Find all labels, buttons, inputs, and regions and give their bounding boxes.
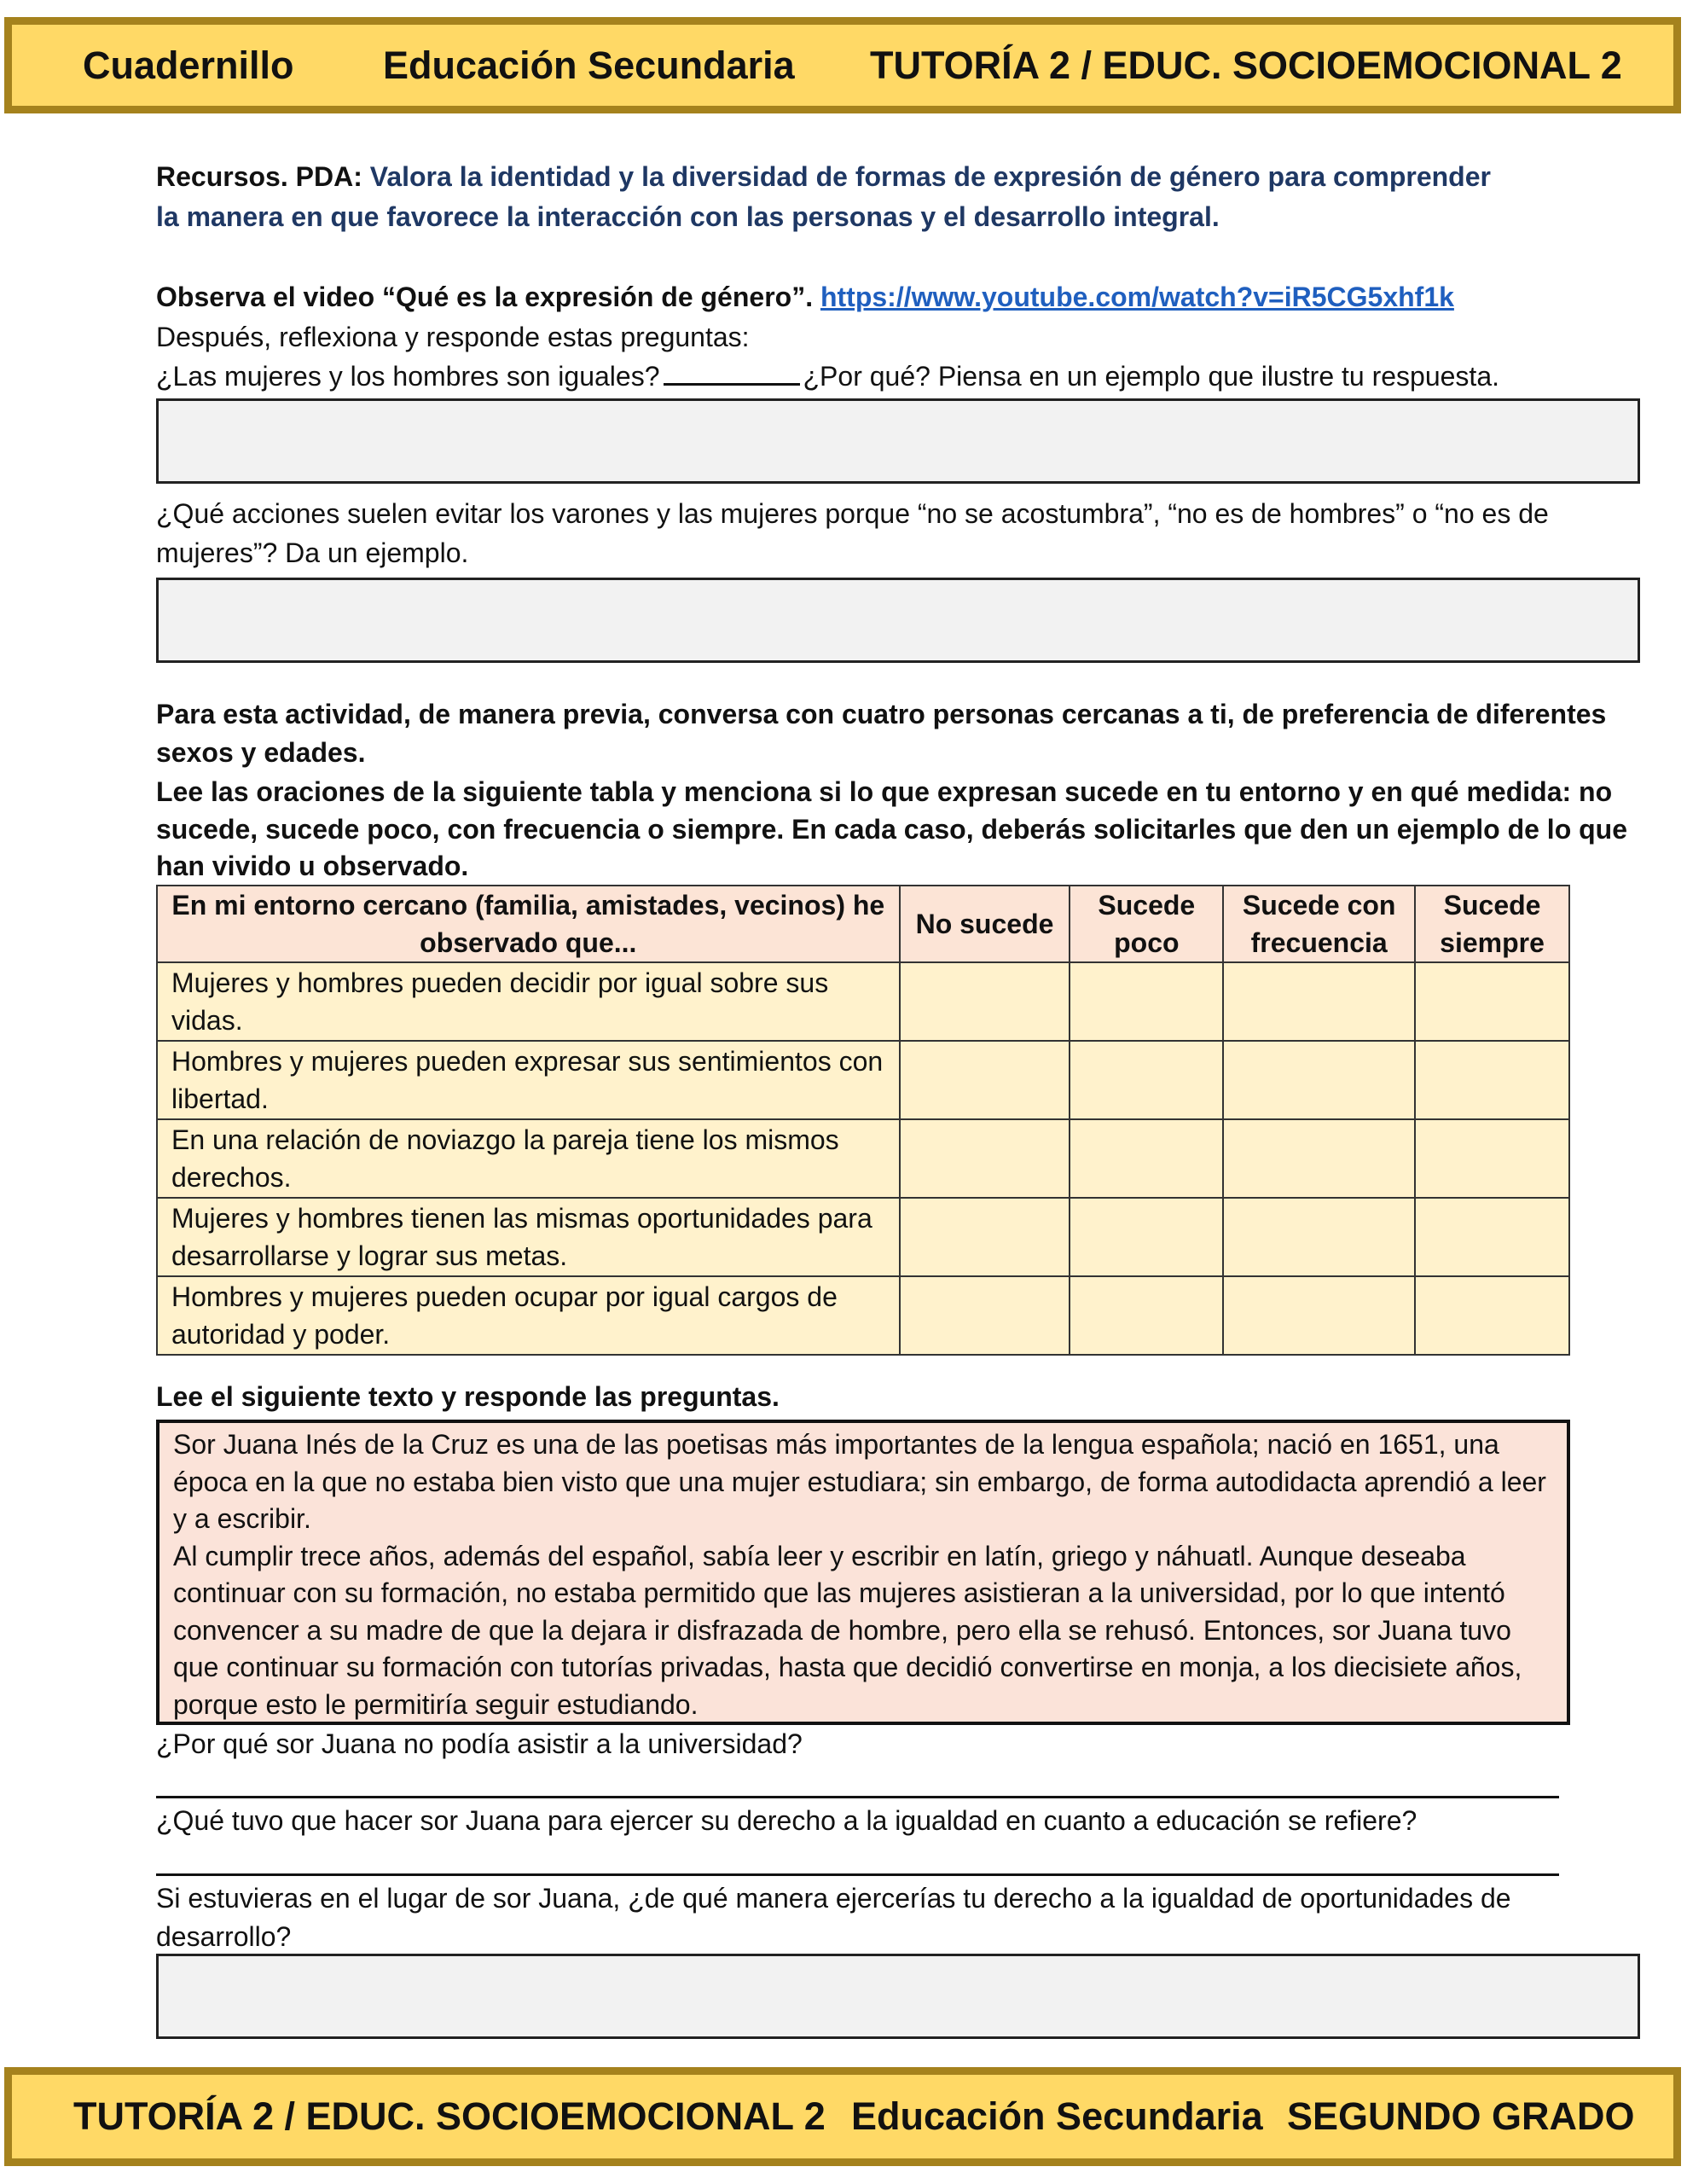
table-row — [157, 1041, 1569, 1119]
reading-paragraph-2: Al cumplir trece años, además del español, sabía leer y escribir en latín, griego y náhuatl. Aunque deseaba continuar con su formación, no estaba permitido que las mujeres asistieran a la universidad, por lo que intentó convencer a su madre de que la dejara ir disfrazada de hombre, pero ella se rehusó. Entonces, sor Juana tuvo que continuar su formación con tutorías privadas, hasta que decidió convertirse en monja, a los diecisiete años, porque esto le permitiría seguir estudiando. — [173, 1540, 1522, 1720]
header-statement: En mi entorno cercano (familia, amistades, vecinos) he observado que... — [157, 886, 900, 962]
footer-level: Educación Secundaria — [851, 2094, 1263, 2138]
video-line — [156, 278, 1454, 316]
question-5-line-2: desarrollo? — [156, 1921, 292, 1952]
row-statement: Hombres y mujeres pueden ocupar por igual cargos de autoridad y poder. — [157, 1276, 900, 1355]
video-instruction: Observa el video “Qué es la expresión de género”. — [156, 282, 814, 312]
reading-paragraph-1: Sor Juana Inés de la Cruz es una de las poetisas más importantes de la lengua española; nació en 1651, una época en la que no estaba bien visto que una mujer estudiara; sin embargo, de forma autodidacta aprendió a leer y a escribir. — [173, 1429, 1546, 1534]
cell-sucede-poco[interactable] — [1070, 962, 1223, 1041]
answer-box-5[interactable] — [156, 1954, 1640, 2039]
header-band — [4, 17, 1681, 113]
header-sucede-poco: Sucede poco — [1070, 886, 1223, 962]
reading-instruction: Lee el siguiente texto y responde las preguntas. — [156, 1381, 780, 1412]
cell-sucede-poco[interactable] — [1070, 1198, 1223, 1276]
cell-no-sucede[interactable] — [900, 1119, 1070, 1198]
cell-sucede-siempre[interactable] — [1415, 1198, 1569, 1276]
cell-no-sucede[interactable] — [900, 1041, 1070, 1119]
question-2-line-1: ¿Qué acciones suelen evitar los varones y las mujeres porque “no se acostumbra”, “no es de hombres” o “no es de — [156, 498, 1549, 529]
answer-line-4[interactable] — [156, 1873, 1559, 1876]
pda-text-1: Valora la identidad y la diversidad de formas de expresión de género para comprender — [369, 161, 1491, 192]
cell-sucede-siempre[interactable] — [1415, 1276, 1569, 1355]
table-row — [157, 962, 1569, 1041]
question-1-text: ¿Las mujeres y los hombres son iguales? — [156, 361, 660, 392]
header-subject: TUTORÍA 2 / EDUC. SOCIOEMOCIONAL 2 — [870, 43, 1622, 87]
cell-sucede-frecuencia[interactable] — [1223, 1198, 1415, 1276]
cell-sucede-poco[interactable] — [1070, 1119, 1223, 1198]
reflect-instruction: Después, reflexiona y responde estas preguntas: — [156, 322, 750, 352]
row-statement: Mujeres y hombres tienen las mismas oportunidades para desarrollarse y lograr sus metas. — [157, 1198, 900, 1276]
question-4: ¿Qué tuvo que hacer sor Juana para ejercer su derecho a la igualdad en cuanto a educación se refiere? — [156, 1805, 1417, 1836]
question-5-line-1: Si estuvieras en el lugar de sor Juana, ¿de qué manera ejercerías tu derecho a la igualdad de oportunidades de — [156, 1883, 1511, 1914]
activity-line-2: sexos y edades. — [156, 737, 366, 768]
footer-grade: SEGUNDO GRADO — [1287, 2094, 1635, 2138]
cell-sucede-frecuencia[interactable] — [1223, 1119, 1415, 1198]
answer-box-2[interactable] — [156, 578, 1640, 663]
table-row — [157, 1276, 1569, 1355]
cell-sucede-frecuencia[interactable] — [1223, 1276, 1415, 1355]
header-sucede-siempre: Sucede siempre — [1415, 886, 1569, 962]
row-statement: En una relación de noviazgo la pareja tiene los mismos derechos. — [157, 1119, 900, 1198]
cell-sucede-poco[interactable] — [1070, 1276, 1223, 1355]
pda-text-2: la manera en que favorece la interacción con las personas y el desarrollo integral. — [156, 201, 1220, 232]
survey-table — [156, 885, 1570, 1356]
resources-label: Recursos. PDA: — [156, 161, 362, 192]
header-level: Educación Secundaria — [383, 43, 795, 87]
question-1 — [156, 357, 1499, 395]
reading-box — [156, 1420, 1570, 1725]
table-row — [157, 1119, 1569, 1198]
activity-line-3: Lee las oraciones de la siguiente tabla y menciona si lo que expresan sucede en tu entorno y en qué medida: no — [156, 776, 1613, 807]
table-header-row — [157, 886, 1569, 962]
answer-box-1[interactable] — [156, 398, 1640, 484]
header-sucede-frecuencia: Sucede con frecuencia — [1223, 886, 1415, 962]
question-1-blank[interactable] — [664, 357, 800, 386]
question-2-line-2: mujeres”? Da un ejemplo. — [156, 537, 469, 568]
answer-line-3[interactable] — [156, 1796, 1559, 1798]
cell-no-sucede[interactable] — [900, 1276, 1070, 1355]
question-3: ¿Por qué sor Juana no podía asistir a la universidad? — [156, 1728, 803, 1759]
row-statement: Hombres y mujeres pueden expresar sus sentimientos con libertad. — [157, 1041, 900, 1119]
resources-line-1 — [156, 158, 1491, 195]
activity-line-1: Para esta actividad, de manera previa, conversa con cuatro personas cercanas a ti, de preferencia de diferentes — [156, 699, 1607, 729]
table-row — [157, 1198, 1569, 1276]
cell-no-sucede[interactable] — [900, 1198, 1070, 1276]
video-link[interactable]: https://www.youtube.com/watch?v=iR5CG5xhf1k — [820, 282, 1454, 312]
header-cuadernillo: Cuadernillo — [83, 43, 294, 87]
row-statement: Mujeres y hombres pueden decidir por igual sobre sus vidas. — [157, 962, 900, 1041]
cell-sucede-poco[interactable] — [1070, 1041, 1223, 1119]
footer-subject: TUTORÍA 2 / EDUC. SOCIOEMOCIONAL 2 — [73, 2094, 826, 2138]
cell-sucede-siempre[interactable] — [1415, 1041, 1569, 1119]
cell-sucede-siempre[interactable] — [1415, 1119, 1569, 1198]
cell-sucede-frecuencia[interactable] — [1223, 1041, 1415, 1119]
cell-sucede-siempre[interactable] — [1415, 962, 1569, 1041]
cell-no-sucede[interactable] — [900, 962, 1070, 1041]
activity-line-5: han vivido u observado. — [156, 851, 469, 881]
cell-sucede-frecuencia[interactable] — [1223, 962, 1415, 1041]
footer-band — [4, 2067, 1681, 2166]
header-no-sucede: No sucede — [900, 886, 1070, 962]
activity-line-4: sucede, sucede poco, con frecuencia o siempre. En cada caso, deberás solicitarles que den un ejemplo de lo que — [156, 814, 1628, 845]
question-1-followup: ¿Por qué? Piensa en un ejemplo que ilustre tu respuesta. — [803, 361, 1499, 392]
